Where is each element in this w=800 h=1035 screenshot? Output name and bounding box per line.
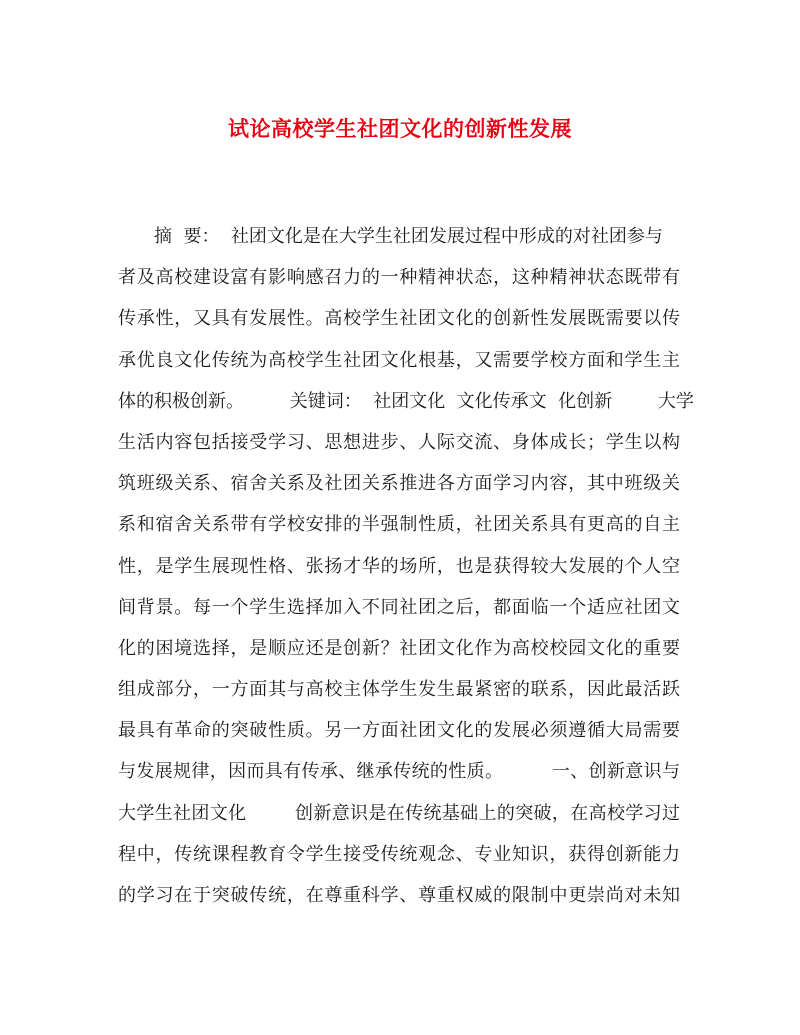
body-line: 大学生社团文化 创新意识是在传统基础上的突破，在高校学习过: [118, 802, 680, 824]
document-title: 试论高校学生社团文化的创新性发展: [228, 116, 572, 141]
body-line: 传承性，又具有发展性。高校学生社团文化的创新性发展既需要以传: [118, 308, 680, 330]
document-body: [118, 216, 694, 916]
body-line: 与发展规律，因而具有传承、继承传统的性质。 一、创新意识与: [118, 761, 680, 783]
body-line: 系和宿舍关系带有学校安排的半强制性质，社团关系具有更高的自主: [118, 514, 680, 536]
body-line: 承优良文化传统为高校学生社团文化根基，又需要学校方面和学生主: [118, 349, 680, 371]
body-line: 的学习在于突破传统，在尊重科学、尊重权威的限制中更崇尚对未知: [118, 885, 680, 906]
body-line: 程中，传统课程教育令学生接受传统观念、专业知识，获得创新能力: [118, 843, 680, 865]
body-line: 筑班级关系、宿舍关系及社团关系推进各方面学习内容，其中班级关: [118, 473, 680, 495]
body-line: 者及高校建设富有影响感召力的一种精神状态，这种精神状态既带有: [118, 267, 680, 289]
body-line: 生活内容包括接受学习、思想进步、人际交流、身体成长；学生以构: [118, 431, 680, 453]
body-line: 组成部分，一方面其与高校主体学生发生最紧密的联系，因此最活跃: [118, 679, 680, 701]
body-line: 性，是学生展现性格、张扬才华的场所，也是获得较大发展的个人空: [118, 555, 680, 577]
body-line: 化的困境选择，是顺应还是创新？社团文化作为高校校园文化的重要: [118, 637, 680, 659]
body-line: 体的积极创新。 关键词： 社团文化 文化传承文 化创新 大学: [118, 390, 694, 412]
body-line: 摘 要： 社团文化是在大学生社团发展过程中形成的对社团参与: [154, 226, 663, 247]
body-line: 最具有革命的突破性质。另一方面社团文化的发展必须遵循大局需要: [118, 720, 680, 742]
body-line: 间背景。每一个学生选择加入不同社团之后，都面临一个适应社团文: [118, 596, 680, 618]
